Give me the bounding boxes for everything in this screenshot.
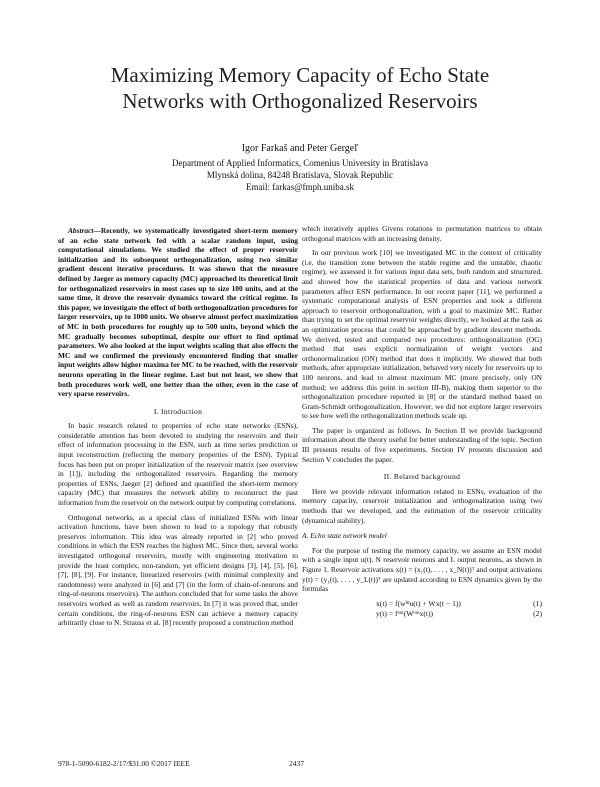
abstract-label: Abstract: [68, 226, 94, 235]
abstract: [58, 226, 298, 399]
affiliation-address: Mlynská dolina, 84248 Bratislava, Slovak Republic: [206, 170, 394, 180]
affiliation-department: Department of Applied Informatics, Comenius University in Bratislava: [172, 158, 428, 168]
abstract-text: —Recently, we systematically investigated short-term memory of an echo state network fed with a scalar random input, using computational simulations. We studied the effect of proper reservoir initialization and its subsequent orthogonalization, using two similar gradient descent iterative procedures. It was shown that the measure defined by Jaeger as memory capacity (MC) approached its theoretical limit for orthogonalized reservoirs in most cases up to size 100 units, and at the same time, it drove the reservoir dynamics toward the critical regime. In this paper, we investigate the effect of both orthogonalization procedures for larger reservoirs, up to 1000 units. We observe almost perfect maximization of MC in both procedures for roughly up to 500 units, beyond which the MC gradually becomes suboptimal, despite our effort to find optimal parameters. We also looked at the input weights scaling that also effects the MC and we confirmed the previously encountered finding that smaller input weights allow higher maxima for MC to be reached, with the reservoir neurons operating in the linear regime. Last but not least, we show that both procedures work well, one better than the other, even in the case of very sparse reservoirs.: [58, 226, 298, 399]
right-column: [302, 224, 542, 620]
intro-paragraph-continued: which iteratively applies Givens rotations to permutation matrices to obtain orthogonal matrices with an increasing density.: [302, 224, 542, 243]
subsection-heading-esn: A. Echo state network model: [302, 531, 387, 541]
intro-paragraph-1: In basic research related to properties of echo state networks (ESNs), considerable attention has been devoted to studying the reservoirs and their effect of information processing in the ESN, such as time series prediction or input reconstruction (reflecting the memory properties of the ESN). Typical focus has been put on proper initialization of the reservoir matrix (see overview in [1]), including the orthogonalized reservoirs. Regarding the memory properties of ESNs, Jaeger [2] defined and quantified the short-term memory capacity (MC) that measures the network ability to reconstruct the past information from the reservoir on the network output by computing correlations.: [58, 421, 298, 508]
footer-copyright: 978-1-5090-6182-2/17/$31.00 ©2017 IEEE: [58, 759, 190, 768]
equation-2: [302, 609, 542, 619]
intro-paragraph-4: The paper is organized as follows. In Section II we provide background information about the theory useful for better understanding of the topic. Section III presents results of five experiments. Section IV presents discussion and Section V concludes the paper.: [302, 425, 542, 464]
left-column: [58, 226, 298, 633]
title-line-2: Networks with Orthogonalized Reservoirs: [122, 89, 478, 113]
background-paragraph: Here we provide relevant information related to ESNs, evaluation of the memory capacity, reservoir initialization and orthogonalization using two methods that we developed, and the estimation of the reservoir criticality (dynamical stability).: [302, 486, 542, 525]
title-line-1: Maximizing Memory Capacity of Echo State: [110, 63, 490, 87]
equation-2-number: (2): [533, 609, 542, 619]
esn-paragraph: For the purpose of testing the memory capacity, we assume an ESN model with a single input u(t), N reservoir neurons and L output neurons, as shown in Figure 1. Reservoir activations x(t) = (x₁(t), . . . , x_N(t))ᵀ and output activations y(t) = (y₁(t), . . . , y_L(t))ᵀ are updated according to ESN dynamics given by the formulas: [302, 545, 542, 594]
author-names: Igor Farkaš and Peter Gergeľ: [241, 143, 359, 154]
equation-1: [302, 599, 542, 609]
intro-paragraph-3: In our previous work [10] we investigated MC in the context of criticality (i.e. the transition zone between the stable regime and the unstable, chaotic regime), we assessed it for various input data sets, both random and structured, and showed how the statistical properties of data and various network parameters affect ESN performance. In our recent paper [11], we performed a systematic computational analysis of ESN properties and took a different approach to reservoir orthogonalization, with a goal to maximize MC. Rather than trying to set the optimal reservoir weights directly, we looked at the task as an optimization process that could be approached by gradient descent methods. We derived, tested and compared two procedures: orthogonalization (OG) method that uses explicit normalization of weight vectors and orthonormalization (ON) method that does it implicitly. We showed that both methods, after appropriate initialization, behaved very nicely for reservoirs up to 100 neurons, and lead to almost maximum MC (more precisely, only ON method; we address this point in section III-B), making them superior to the orthogonalization procedure reported in [8] or the standard method based on Gram-Schmidt orthogonalization. However, we did not explore larger reservoirs to see how well the orthogonalization methods scale up.: [302, 248, 542, 421]
paper-title: [40, 62, 560, 114]
author-block: [100, 143, 500, 193]
equation-1-body: x(t) = f(wⁱⁿu(t) + Wx(t − 1)): [376, 598, 461, 608]
author-email: Email: farkas@fmph.uniba.sk: [245, 182, 354, 192]
page-number: 2437: [289, 759, 304, 768]
intro-paragraph-2: Orthogonal networks, as a special class of initialized ESNs with linear activation functions, have been shown to lead to a topology that robustly preserves information. This idea was already reported in [2] who proved conditions in which the ESN reaches the highest MC. Since then, several works investigated orthogonal reservoirs, mostly with engineering motivation to provide the least complex, non-random, yet efficient designs [3], [4], [5], [6], [7], [8], [9]. For instance, linearized reservoirs (with minimal complexity and randomness) were analyzed in [6] and [7] (in the form of chain-of-neurons and ring-of-neurons reservoirs). The authors concluded that for some tasks the above reservoirs worked as well as random reservoirs. In [7] it was proved that, under certain conditions, the ring-of-neurons ESN can achieve a memory capacity arbitrarily close to N. Strauss et al. [8] recently proposed a construction method: [58, 512, 298, 628]
section-heading-background: II. Related background: [383, 472, 461, 482]
section-heading-introduction: I. Introduction: [153, 406, 203, 416]
equation-1-number: (1): [533, 598, 542, 608]
equation-2-body: y(t) = fᵒᵘᵗ(Wᵒᵘᵗx(t)): [376, 609, 434, 619]
